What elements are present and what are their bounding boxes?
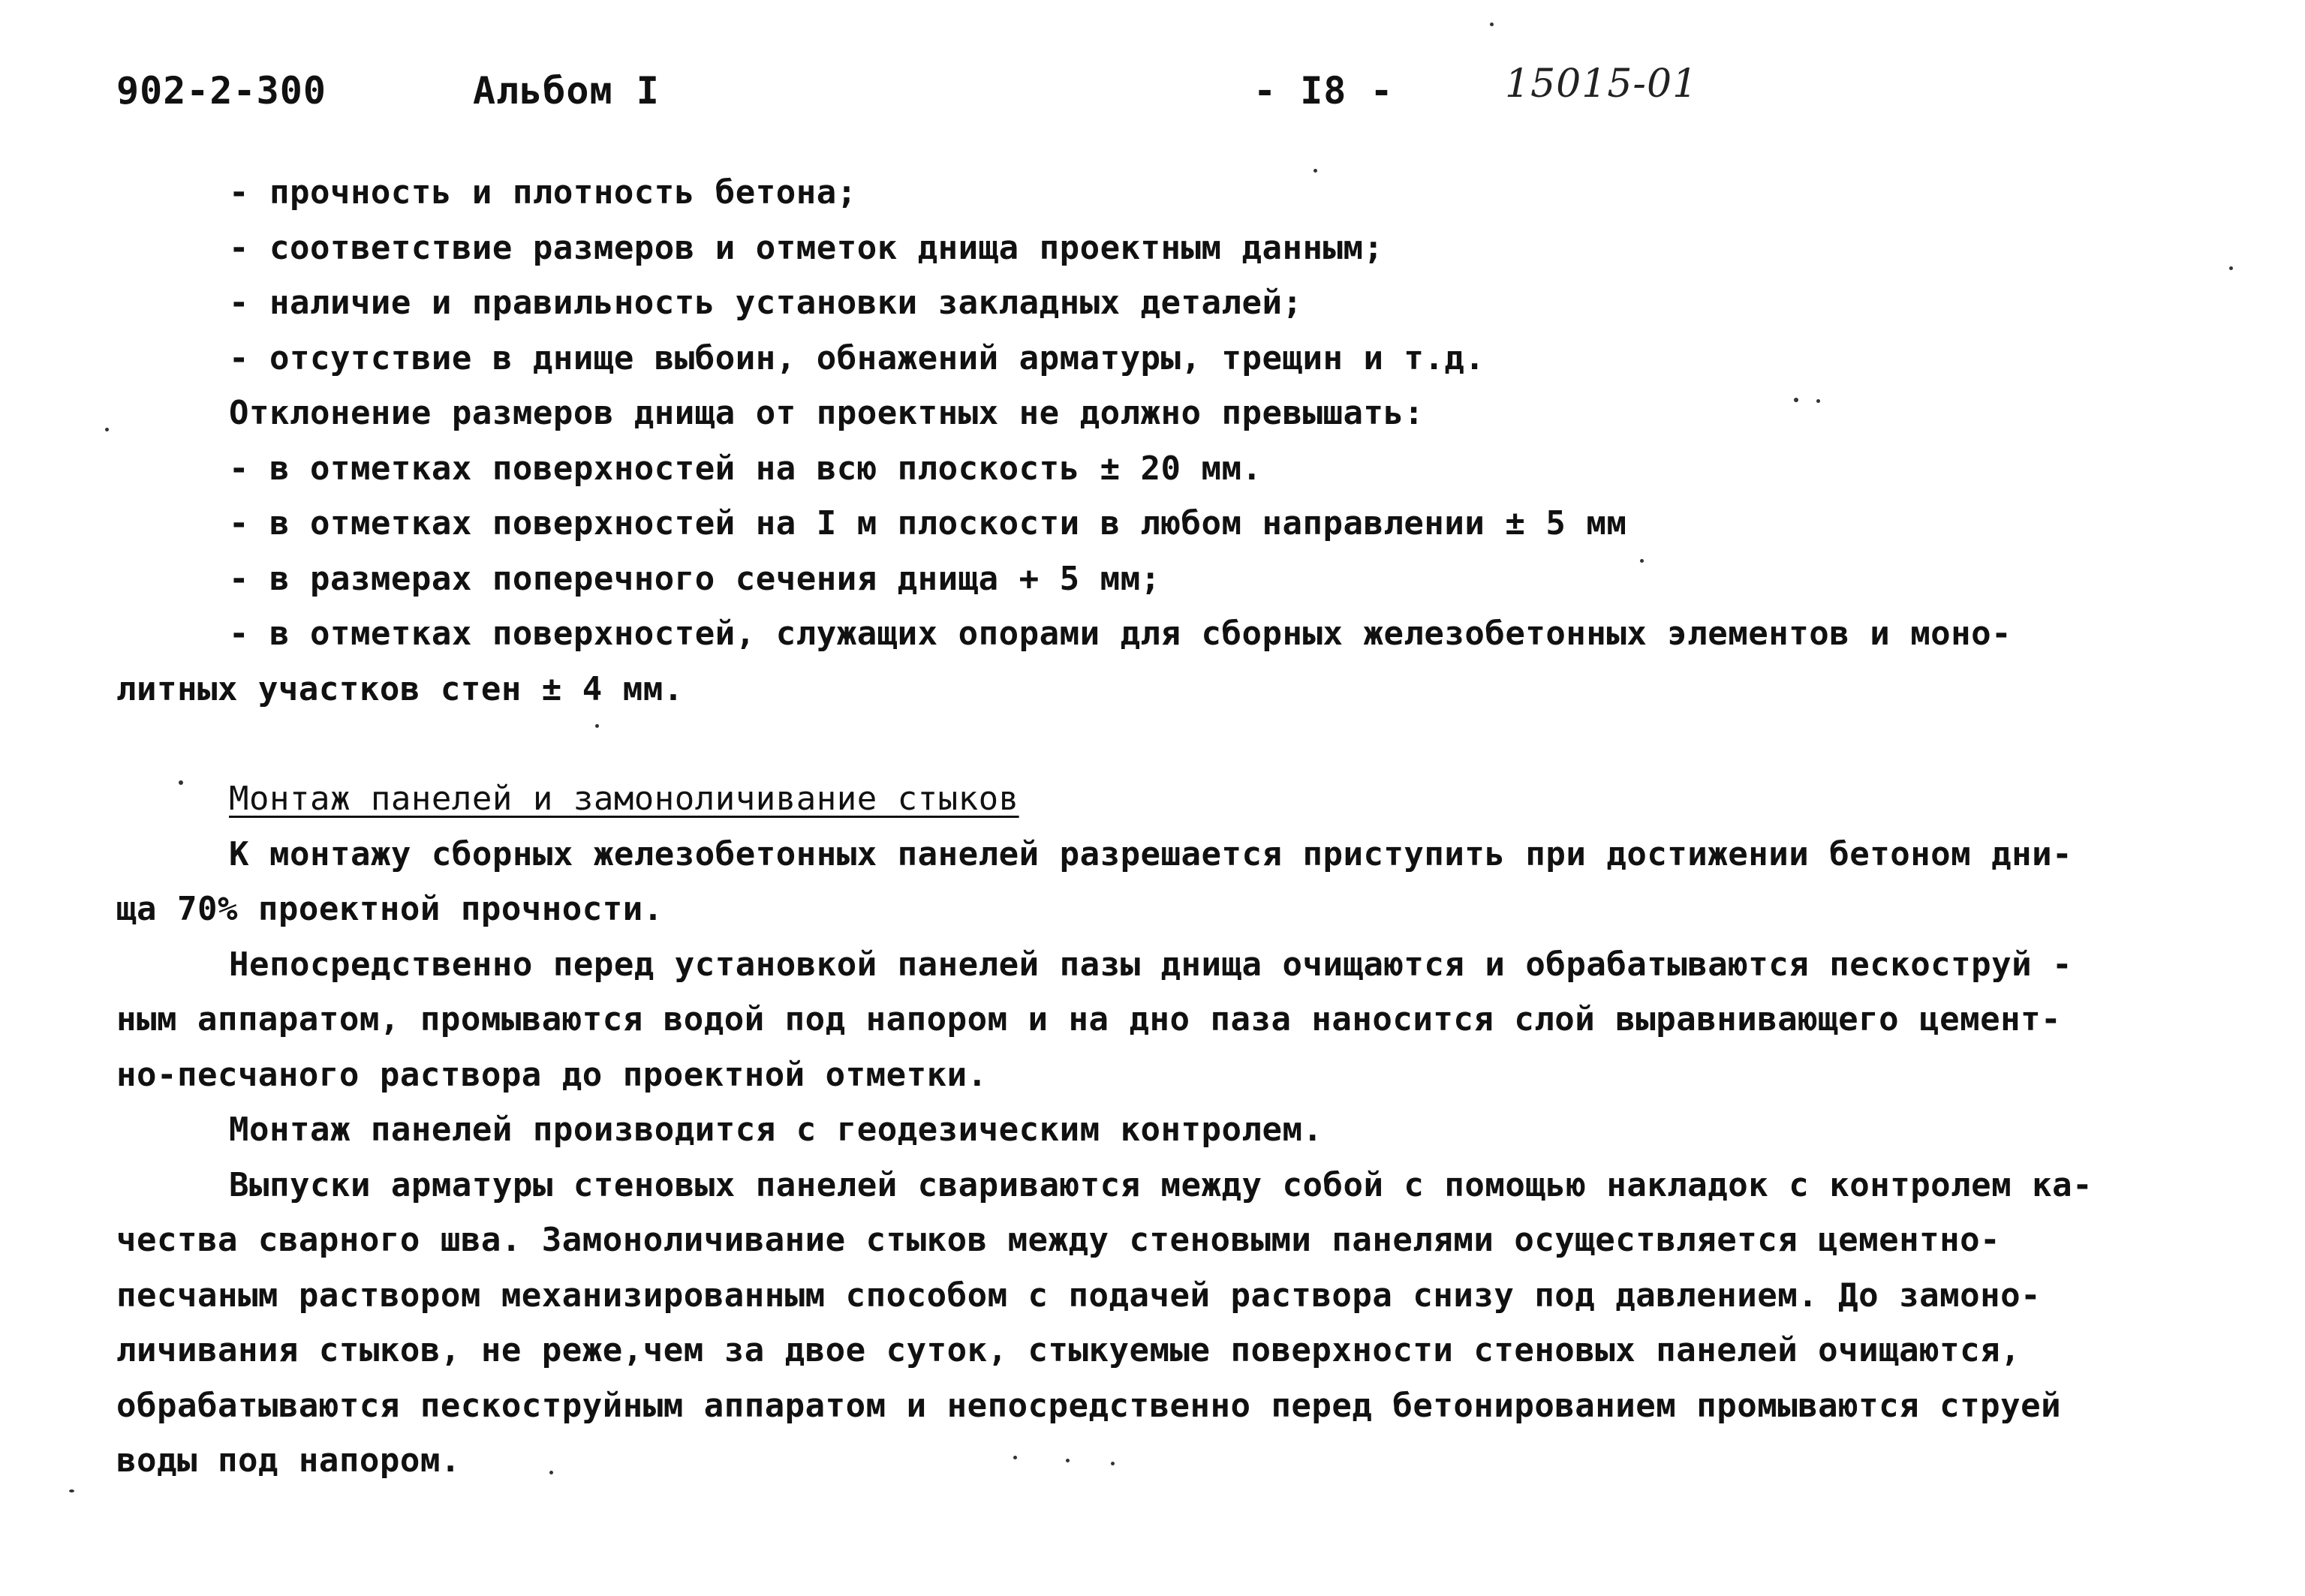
section-heading: Монтаж панелей и замоноличивание стыков [229,780,1019,818]
text-line: - прочность и плотность бетона; [229,173,857,212]
album-label: Альбом I [473,69,660,113]
scan-speck [179,780,183,785]
scan-speck [1013,1456,1017,1459]
document-body [116,165,2248,1489]
handwritten-inventory-number: 15015-01 [1505,62,1699,107]
document-code: 902-2-300 [116,69,326,113]
text-line: чества сварного шва. Замоноличивание стыков между стеновыми панелями осуществляется цементно- [116,1221,2001,1259]
scan-speck [69,1489,74,1492]
text-line: воды под напором. [116,1441,461,1480]
text-line: ща 70% проектной прочности. [116,890,664,928]
scan-speck [1313,169,1317,173]
text-line: Непосредственно перед установкой панелей пазы днища очищаются и обрабатываются пескоструй - [229,945,2073,984]
text-line: песчаным раствором механизированным способом с подачей раствора снизу под давлением. До замоно- [116,1276,2042,1315]
text-line: К монтажу сборных железобетонных панелей разрешается приступить при достижении бетоном дни- [229,834,2073,873]
text-line: - в размерах поперечного сечения днища + 5 мм; [229,559,1161,598]
text-line: Отклонение размеров днища от проектных не должно превышать: [229,394,1425,432]
text-line: - наличие и правильность установки закладных деталей; [229,284,1303,322]
scan-speck [549,1471,553,1474]
text-line: - в отметках поверхностей на всю плоскость ± 20 мм. [229,449,1262,488]
scan-speck [2229,266,2233,270]
scan-speck [1816,399,1820,403]
section-heading-line [116,771,2248,827]
scan-speck [595,724,599,728]
scan-speck [1640,559,1644,563]
text-line: Выпуски арматуры стеновых панелей свариваются между собой с помощью накладок с контролем ка- [229,1165,2093,1204]
text-line: литных участков стен ± 4 мм. [116,669,684,708]
scan-speck [1066,1459,1070,1462]
text-line: - соответствие размеров и отметок днища проектным данным; [229,228,1384,267]
scan-speck [105,428,109,431]
scan-speck [1111,1462,1115,1465]
text-line: но-песчаного раствора до проектной отметки. [116,1055,988,1094]
text-line: - отсутствие в днище выбоин, обнажений арматуры, трещин и т.д. [229,338,1485,377]
text-line: личивания стыков, не реже,чем за двое суток, стыкуемые поверхности стеновых панелей очищаются, [116,1331,2021,1369]
page-number: - I8 - [1253,69,1394,113]
text-line: обрабатываются пескоструйным аппаратом и непосредственно перед бетонированием промываются струей [116,1386,2062,1425]
scan-speck [1490,23,1494,26]
text-line: Монтаж панелей производится с геодезическим контролем. [229,1111,1323,1149]
paragraph-gap [116,717,2248,771]
scan-speck [1794,398,1798,402]
text-line: - в отметках поверхностей, служащих опорами для сборных железобетонных элементов и моно- [229,615,2012,653]
text-line: ным аппаратом, промываются водой под напором и на дно паза наносится слой выравнивающего цемент- [116,1000,2062,1038]
text-line: - в отметках поверхностей на I м плоскости в любом направлении ± 5 мм [229,504,1627,543]
